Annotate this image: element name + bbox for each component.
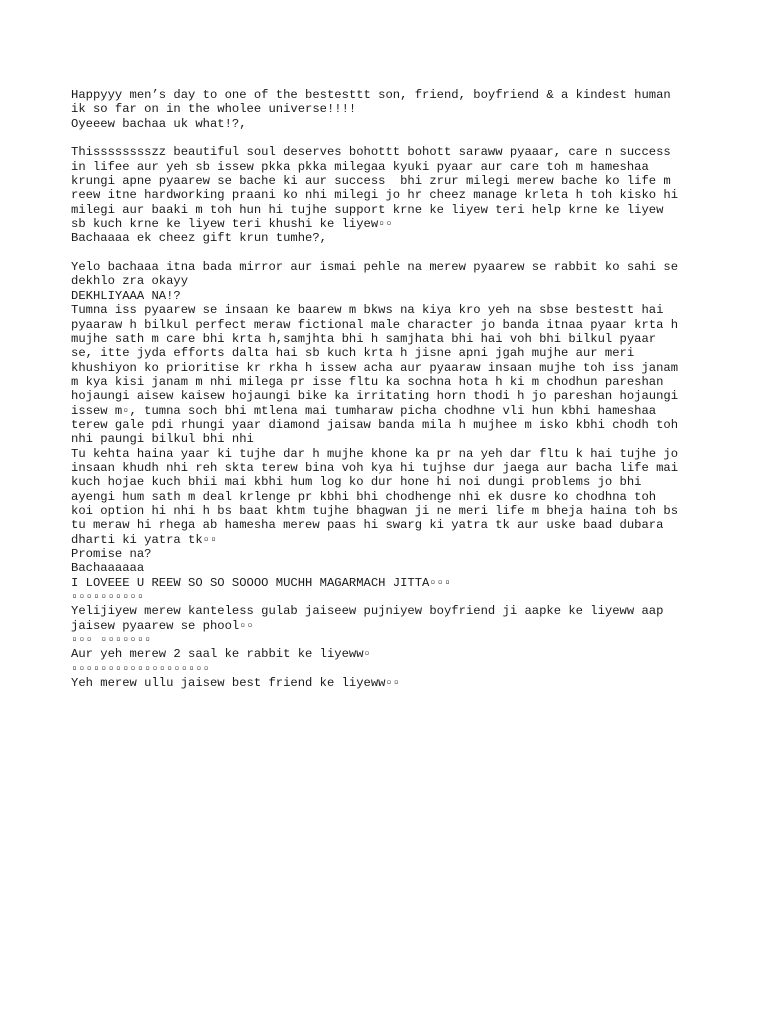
text-line: Yelo bachaaa itna bada mirror aur ismai pehle na merew pyaarew se rabbit ko sahi se bbox=[71, 260, 679, 275]
text-line: Promise na? bbox=[71, 547, 152, 561]
text-line: Yeh merew ullu jaisew best friend ke liyeww▫▫ bbox=[71, 676, 401, 691]
text-line: ik so far on in the wholee universe!!!! bbox=[71, 102, 357, 117]
text-line: m kya kisi janam m nhi milega pr isse fltu ka sochna hota h ki m chodhun pareshan bbox=[71, 374, 664, 389]
text-line: Tu kehta haina yaar ki tujhe dar h mujhe khone ka pr na yeh dar fltu k hai tujhe jo bbox=[71, 446, 679, 461]
text-line: in lifee aur yeh sb issew pkka pkka milegaa kyuki pyaar aur care toh m hameshaa bbox=[71, 159, 649, 174]
text-line: krungi apne pyaarew se bache ki aur success bhi zrur milegi merew bache ko life m bbox=[71, 174, 671, 189]
text-line: ▫▫▫▫▫▫▫▫▫▫ bbox=[71, 590, 145, 605]
text-line: dekhlo zra okayy bbox=[71, 274, 189, 289]
text-line: mujhe sath m care bhi krta h,samjhta bhi h samjhata bhi hai voh bhi bilkul pyaar bbox=[71, 331, 657, 346]
document-body bbox=[71, 88, 711, 690]
text-line: Bachaaaaaa bbox=[71, 561, 145, 576]
text-line: DEKHLIYAAA NA!? bbox=[71, 288, 181, 303]
text-line: Bachaaaa ek cheez gift krun tumhe?, bbox=[71, 231, 327, 246]
text-line: issew m▫, tumna soch bhi mtlena mai tumharaw picha chodhne vli hun kbhi hameshaa bbox=[71, 403, 657, 418]
blank-line bbox=[71, 246, 711, 260]
text-line: ayengi hum sath m deal krlenge pr kbhi bhi chodhenge nhi ek dusre ko chodhna toh bbox=[71, 489, 657, 504]
text-line: Aur yeh merew 2 saal ke rabbit ke liyeww▫ bbox=[71, 647, 371, 662]
text-line: insaan khudh nhi reh skta terew bina voh kya hi tujhse dur jaega aur bacha life mai bbox=[71, 460, 679, 475]
text-line: milegi aur baaki m toh hun hi tujhe support krne ke liyew teri help krne ke liyew bbox=[71, 202, 664, 217]
text-line: Thisssssssszz beautiful soul deserves bohottt bohott sarаww pyaaar, care n success bbox=[71, 145, 671, 160]
text-line: reew itne hardworking praani ko nhi milegi jo hr cheez manage krleta h toh kisko hi bbox=[71, 188, 679, 203]
text-line: kuch hojae kuch bhii mai kbhi hum log ko dur hone hi noi dungi problems jo bhi bbox=[71, 475, 642, 490]
text-line: Tumna iss pyaarew se insaan ke baarew m bkws na kiya kro yeh na sbse bestestt hai bbox=[71, 303, 664, 318]
text-line: hojaungi aisew kaisew hojaungi bike ka irritating horn thodi h jo pareshan hojaungi bbox=[71, 389, 679, 404]
text-line: khushiyon ko prioritise kr rkha h issew acha aur pyaaraw insaan mujhe toh iss janam bbox=[71, 360, 679, 375]
text-line: se, itte jyda efforts dalta hai sb kuch krta h jisne apni jgah mujhe aur meri bbox=[71, 346, 635, 361]
text-line: Happyyy men’s day to one of the bestesttt son, friend, boyfriend & a kindest human bbox=[71, 88, 671, 102]
text-line: ▫▫▫▫▫▫▫▫▫▫▫▫▫▫▫▫▫▫▫ bbox=[71, 661, 210, 676]
blank-line bbox=[71, 131, 711, 145]
text-line: dharti ki yatra tk▫▫ bbox=[71, 532, 218, 547]
text-line: koi option hi nhi h bs baat khtm tujhe bhagwan ji ne meri life m bheja haina toh bs bbox=[71, 503, 679, 518]
text-line: sb kuch krne ke liyew teri khushi ke liyew▫▫ bbox=[71, 217, 393, 232]
text-line: terew gale pdi rhungi yaar diamond jaisaw banda mila h mujhee m isko kbhi chodh toh bbox=[71, 417, 679, 432]
text-line: Yelijiyew merew kanteless gulab jaiseew pujniyew boyfriend ji aapke ke liyeww aap bbox=[71, 604, 664, 619]
text-line: nhi paungi bilkul bhi nhi bbox=[71, 432, 254, 447]
text-line: tu meraw hi rhega ab hamesha merew paas hi swarg ki yatra tk aur uske baad dubara bbox=[71, 518, 664, 533]
text-line: jaisew pyaarew se phool▫▫ bbox=[71, 618, 254, 633]
text-line: I LOVEEE U REEW SO SO SOOOO MUCHH MAGARMACH JITTA▫▫▫ bbox=[71, 575, 452, 590]
text-line: ▫▫▫ ▫▫▫▫▫▫▫ bbox=[71, 633, 152, 648]
text-line: pyaaraw h bilkul perfect meraw fictional male character jo banda itnaa pyaar krta h bbox=[71, 317, 679, 332]
text-line: Oyeeew bachaa uk what!?, bbox=[71, 116, 247, 131]
